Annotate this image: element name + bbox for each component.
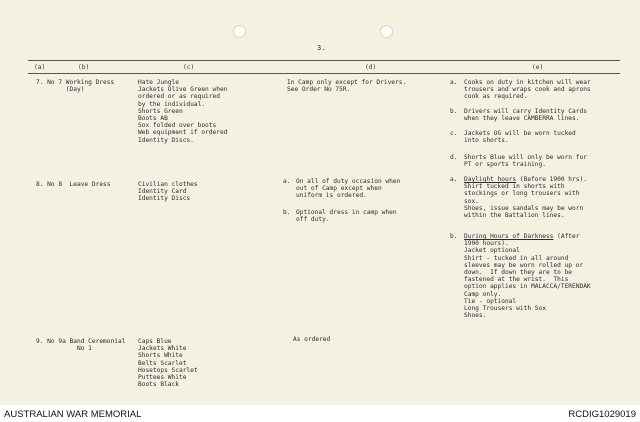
row-8-condition-a: On all of duty occasion when out of Camp except when uniform is ordered. <box>296 178 401 200</box>
row-7-note-c: Jackets OG will be worn tucked into shorts. <box>464 130 576 145</box>
row-9-item: 9. No 9a Band Ceremonial No 1 <box>36 338 126 353</box>
row-7-note-b: Drivers will carry Identity Cards when they leave CAMBERRA lines. <box>464 108 587 123</box>
row-7-items-list: Hate Jungle Jackets Olive Green when ordered or as required by the individual. Shorts Green Boots AB Sox folded over boots Web equipment if ordered Identity Discs. <box>138 79 228 144</box>
footer-source: AUSTRALIAN WAR MEMORIAL <box>4 409 142 420</box>
row-8-note-a-heading: Daylight hours <box>464 176 517 183</box>
row-8-note-a-text: (Before 1900 hrs). Shirt tucked in shorts with stockings or long trousers with sox. Shoes, issue sandals may be worn within the Battalion lines. <box>464 176 587 220</box>
row-8-note-b-heading: During Hours of Darkness <box>464 233 554 240</box>
column-header-d: (d) <box>365 64 377 71</box>
punch-hole-right <box>380 25 393 38</box>
footer-reference: RCDIG1029019 <box>568 409 636 420</box>
row-8-condition-letter-a: a. <box>283 178 291 185</box>
row-8-note-b <box>464 233 591 319</box>
punch-hole-left <box>233 25 246 38</box>
row-8-note-a <box>464 176 587 219</box>
column-header-c: (c) <box>183 64 195 71</box>
page-number: 3. <box>317 44 326 52</box>
row-7-note-letter-a: a. <box>450 79 458 86</box>
row-7-note-d: Shorts Blue will only be worn for PT or sports training. <box>464 154 587 169</box>
row-9-conditions: As ordered <box>293 336 331 343</box>
column-header-a: (a) <box>34 64 46 71</box>
row-8-item: 8. No 8 Leave Dress <box>36 181 111 188</box>
row-8-items-list: Civilian clothes Identity Card Identity Discs <box>138 181 198 203</box>
row-7-conditions: In Camp only except for Drivers. See Order No 75R. <box>287 79 407 94</box>
row-7-note-letter-c: c. <box>450 130 458 137</box>
row-8-condition-letter-b: b. <box>283 209 291 216</box>
row-7-note-letter-d: d. <box>450 154 458 161</box>
column-header-b: (b) <box>78 64 90 71</box>
row-9-items-list: Caps Blue Jackets White Shorts White Belts Scarlet Hosetops Scarlet Puttees White Boots Black <box>138 338 198 389</box>
row-7-note-letter-b: b. <box>450 108 458 115</box>
row-8-condition-b: Optional dress in camp when off duty. <box>296 209 397 224</box>
column-header-e: (e) <box>532 64 544 71</box>
row-8-note-b-text: (After 1900 hours). Jacket optional Shirt - tucked in all around sleeves may be worn rolled up or down. If down they are to be fastened at the wrist. This option applies in MALACCA/TERENDAK Camp only. Tie - optional Long Trousers with Sox Shoes. <box>464 233 591 320</box>
row-8-note-letter-b: b. <box>450 233 458 240</box>
row-7-note-a: Cooks on duty in kitchen will wear trousers and wraps cook and aprons cook as required. <box>464 79 591 101</box>
header-rule-top <box>28 60 620 61</box>
row-8-note-letter-a: a. <box>450 176 458 183</box>
header-rule-bottom <box>28 73 620 74</box>
row-7-item: 7. No 7 Working Dress (Day) <box>36 79 115 94</box>
